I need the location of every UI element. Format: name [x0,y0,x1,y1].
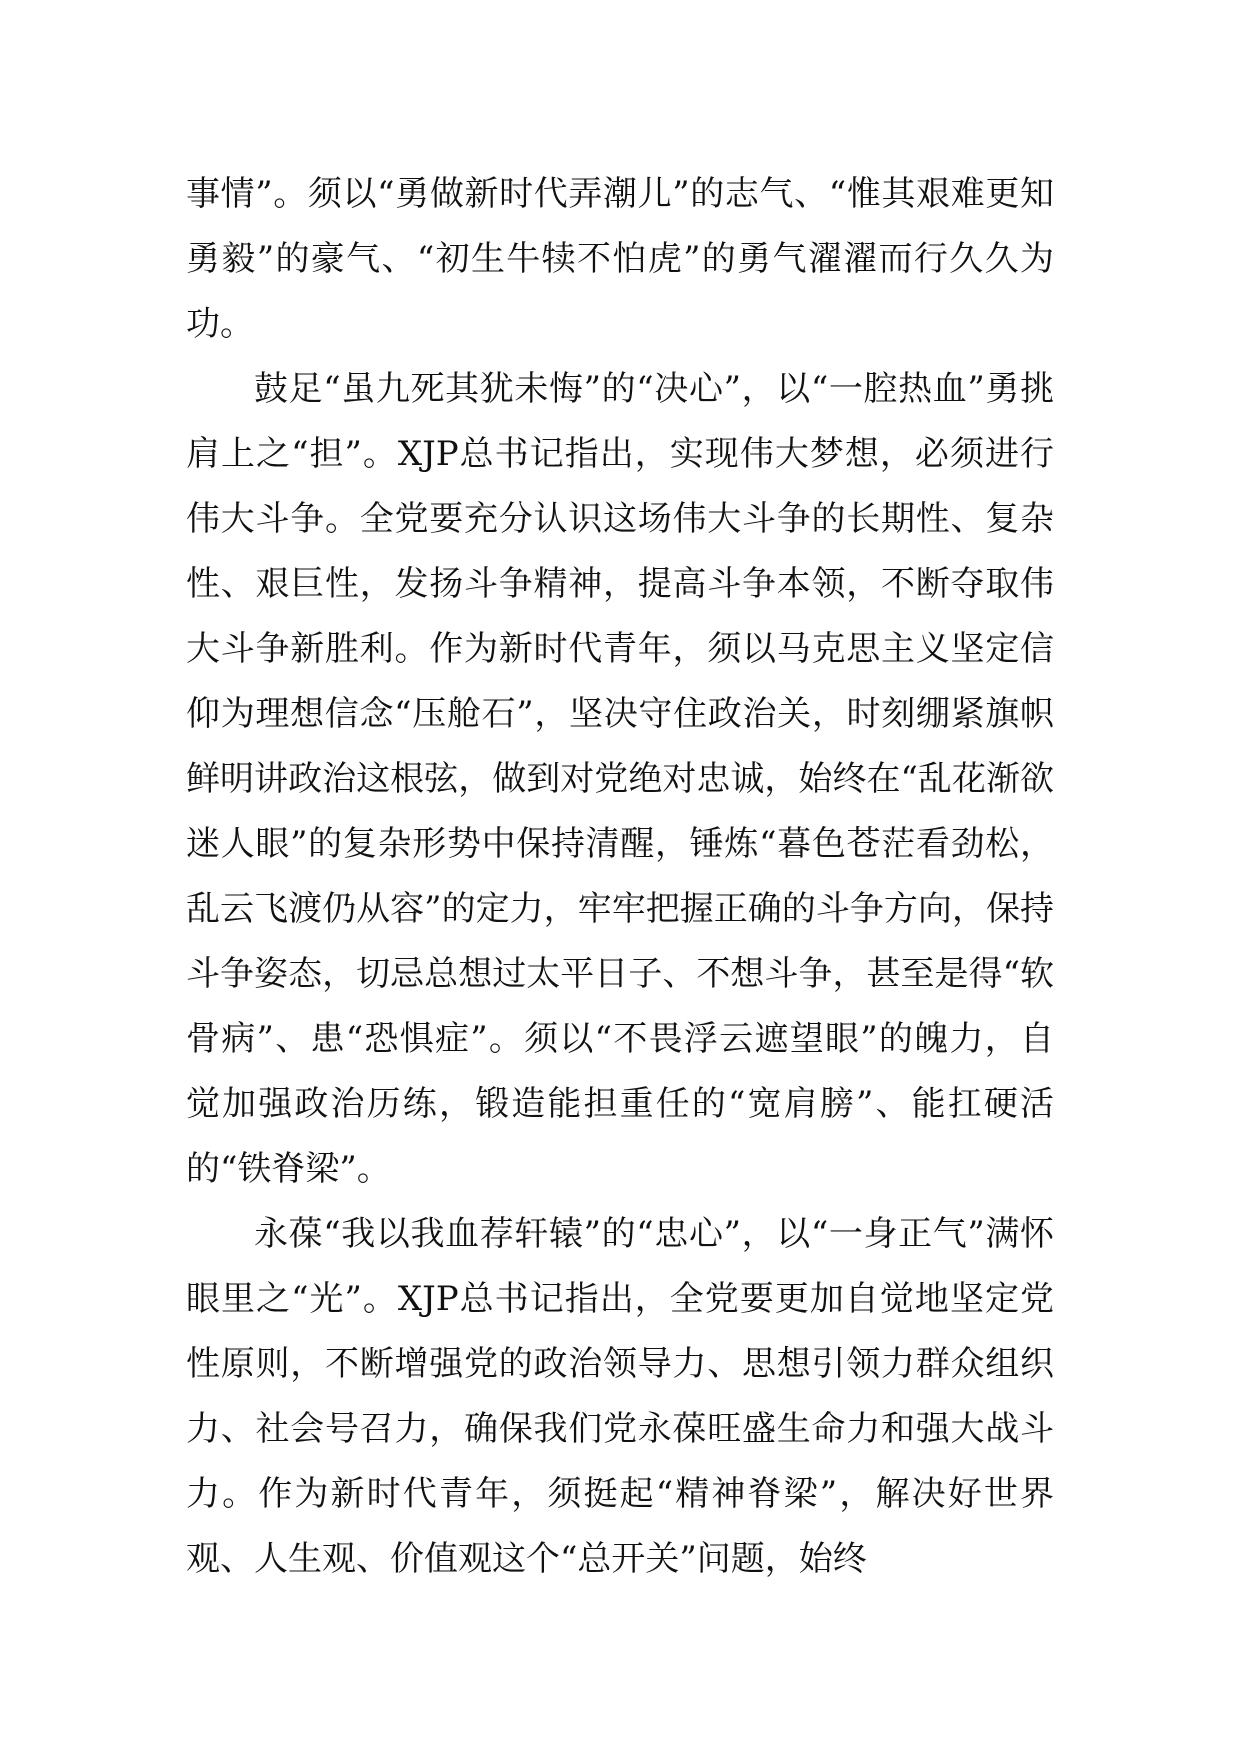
paragraph-loyalty [186,1202,1054,1592]
paragraph-determination [186,357,1054,1202]
paragraph-text: 事情”。须以“勇做新时代弄潮儿”的志气、“惟其艰难更知勇毅”的豪气、“初生牛犊不怕虎”的勇气濯濯而行久久为功。 [186,174,1054,344]
paragraph-continuation [186,162,1054,357]
paragraph-text: 鼓足“虽九死其犹未悔”的“决心”，以“一腔热血”勇挑肩上之“担”。XJP总书记指出，实现伟大梦想，必须进行伟大斗争。全党要充分认识这场伟大斗争的长期性、复杂性、艰巨性，发扬斗争精神，提高斗争本领，不断夺取伟大斗争新胜利。作为新时代青年，须以马克思主义坚定信仰为理想信念“压舱石”，坚决守住政治关，时刻绷紧旗帜鲜明讲政治这根弦，做到对党绝对忠诚，始终在“乱花渐欲迷人眼”的复杂形势中保持清醒，锤炼“暮色苍茫看劲松，乱云飞渡仍从容”的定力，牢牢把握正确的斗争方向，保持斗争姿态，切忌总想过太平日子、不想斗争，甚至是得“软骨病”、患“恐惧症”。须以“不畏浮云遮望眼”的魄力，自觉加强政治历练，锻造能担重任的“宽肩膀”、能扛硬活的“铁脊梁”。 [186,369,1054,1189]
paragraph-text: 永葆“我以我血荐轩辕”的“忠心”，以“一身正气”满怀眼里之“光”。XJP总书记指出，全党要更加自觉地坚定党性原则，不断增强党的政治领导力、思想引领力群众组织力、社会号召力，确保我们党永葆旺盛生命力和强大战斗力。作为新时代青年，须挺起“精神脊梁”，解决好世界观、人生观、价值观这个“总开关”问题，始终 [186,1214,1054,1579]
body-text [186,162,1054,1592]
